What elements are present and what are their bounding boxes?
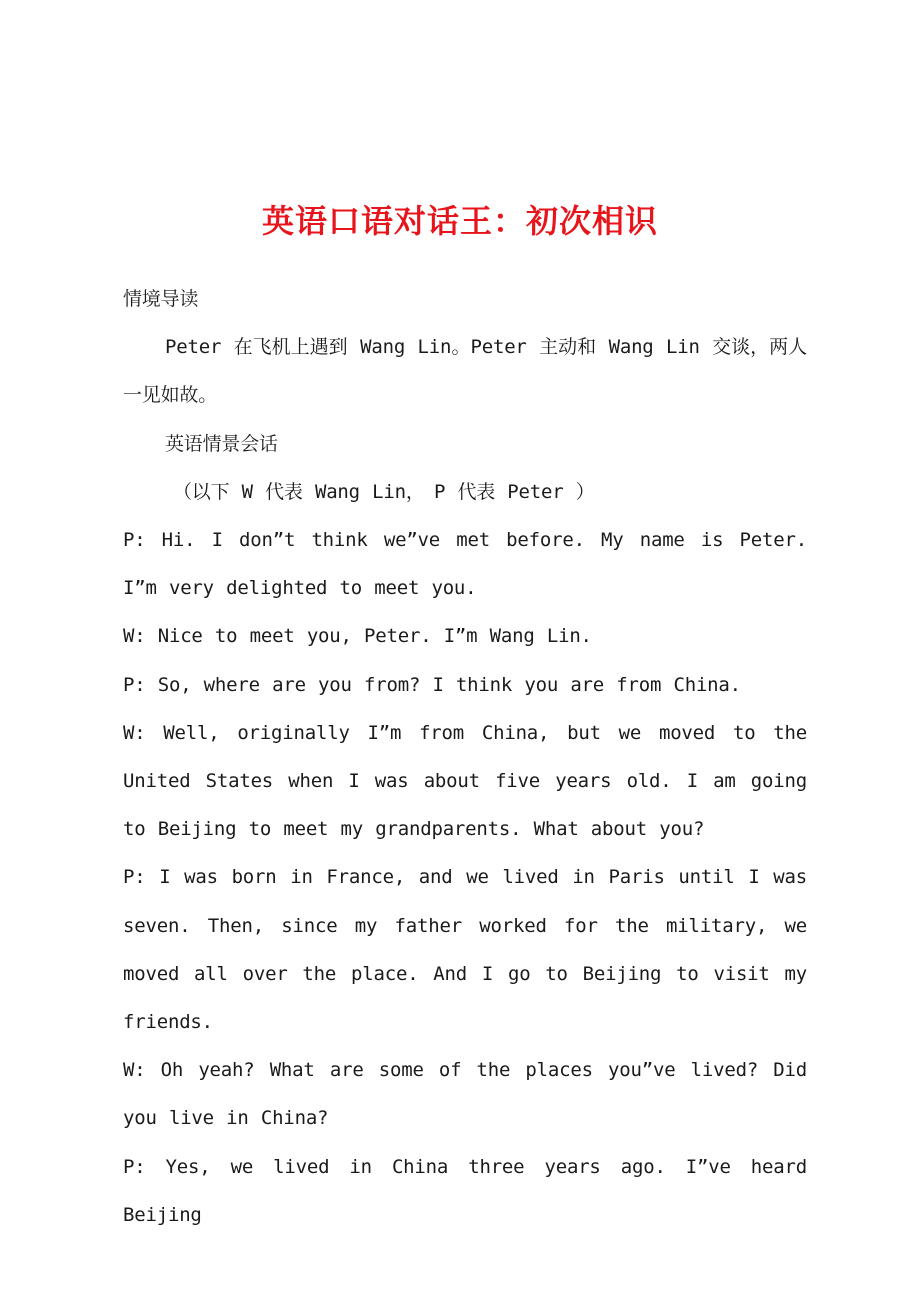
dialogue-line: P: Hi. I don”t think we”ve met before. My name is Peter. I”m very delighted to meet you. [123, 529, 807, 600]
dialogue-heading: 英语情景会话 [165, 432, 278, 455]
dialogue-line: W: Nice to meet you, Peter. I”m Wang Lin. [123, 625, 592, 648]
document-body [123, 275, 807, 1239]
dialogue-line: P: So, where are you from? I think you are from China. [123, 673, 741, 696]
section-heading: 情境导读 [123, 288, 199, 310]
dialogue-line: P: I was born in France, and we lived in Paris until I was seven. Then, since my father worked for the military, we moved all over the place. And I go to Beijing to visit my friends. [123, 866, 807, 1034]
dialogue-line: W: Oh yeah? What are some of the places you”ve lived? Did you live in China? [123, 1059, 807, 1130]
dialogue-line: W: Well, originally I”m from China, but we moved to the United States when I was about five years old. I am going to Beijing to meet my grandparents. What about you? [123, 721, 807, 841]
document-title: 英语口语对话王：初次相识 [261, 202, 658, 240]
dialogue-line: P: Yes, we lived in China three years ago. I”ve heard Beijing [123, 1155, 807, 1226]
speaker-legend: （以下 W 代表 Wang Lin， P 代表 Peter ） [173, 480, 595, 503]
intro-paragraph: Peter 在飞机上遇到 Wang Lin。Peter 主动和 Wang Lin 交谈，两人一见如故。 [123, 336, 807, 407]
